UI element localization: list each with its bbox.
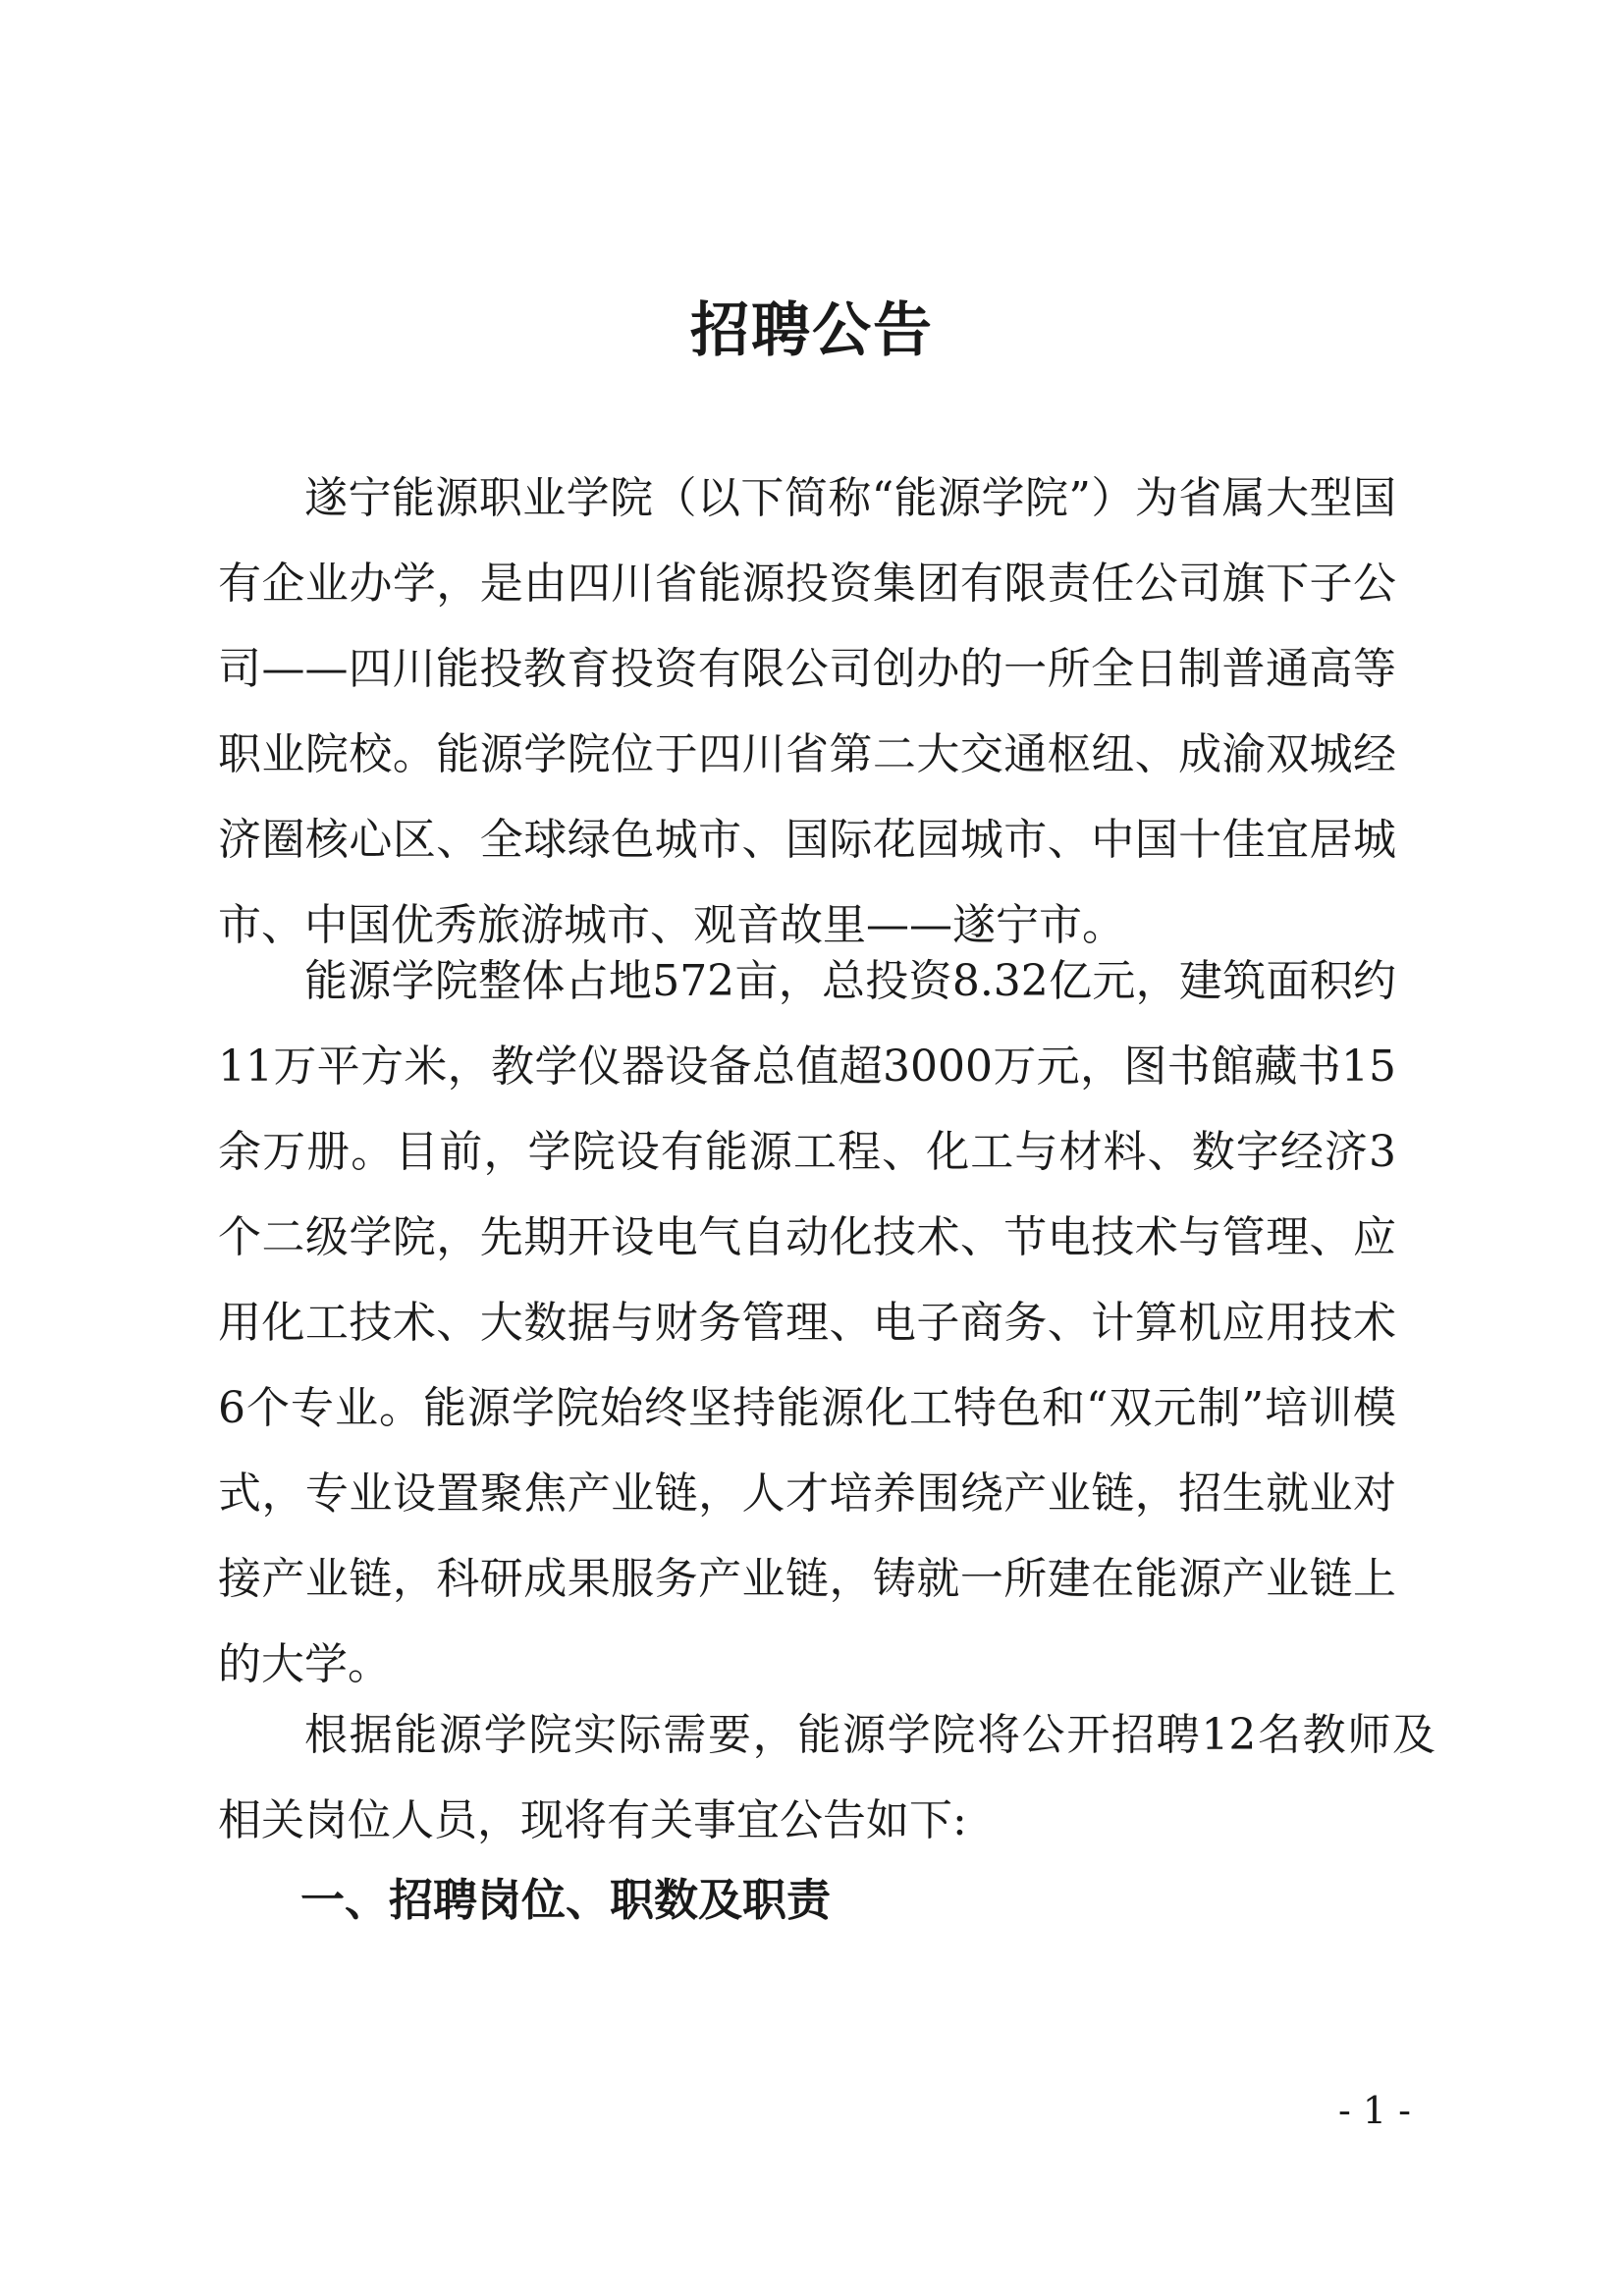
document-title: 招聘公告 <box>690 296 934 365</box>
page-number: - 1 - <box>1337 2089 1411 2132</box>
intro-paragraph: 遂宁能源职业学院（以下简称“能源学院”）为省属大型国有企业办学，是由四川省能源投资集团有限责任公司旗下子公司——四川能投教育投资有限公司创办的一所全日制普通高等职业院校。能源学院位于四川省第二大交通枢纽、成渝双城经济圈核心区、全球绿色城市、国际花园城市、中国十佳宜居城市、中国优秀旅游城市、观音故里——遂宁市。 <box>218 473 1396 950</box>
campus-facts-paragraph: 能源学院整体占地572亩，总投资8.32亿元，建筑面积约11万平方米，教学仪器设备总值超3000万元，图书館藏书15余万册。目前，学院设有能源工程、化工与材料、数字经济3个二级学院，先期开设电气自动化技术、节电技术与管理、应用化工技术、大数据与财务管理、电子商务、计算机应用技术6个专业。能源学院始终坚持能源化工特色和“双元制”培训模式，专业设置聚焦产业链，人才培养围绕产业链，招生就业对接产业链，科研成果服务产业链，铸就一所建在能源产业链上的大学。 <box>218 956 1396 1689</box>
recruitment-paragraph: 根据能源学院实际需要，能源学院将公开招聘12名教师及相关岗位人员，现将有关事宜公告如下: <box>218 1710 1435 1845</box>
section-heading: 一、招聘岗位、职数及职责 <box>300 1874 832 1926</box>
